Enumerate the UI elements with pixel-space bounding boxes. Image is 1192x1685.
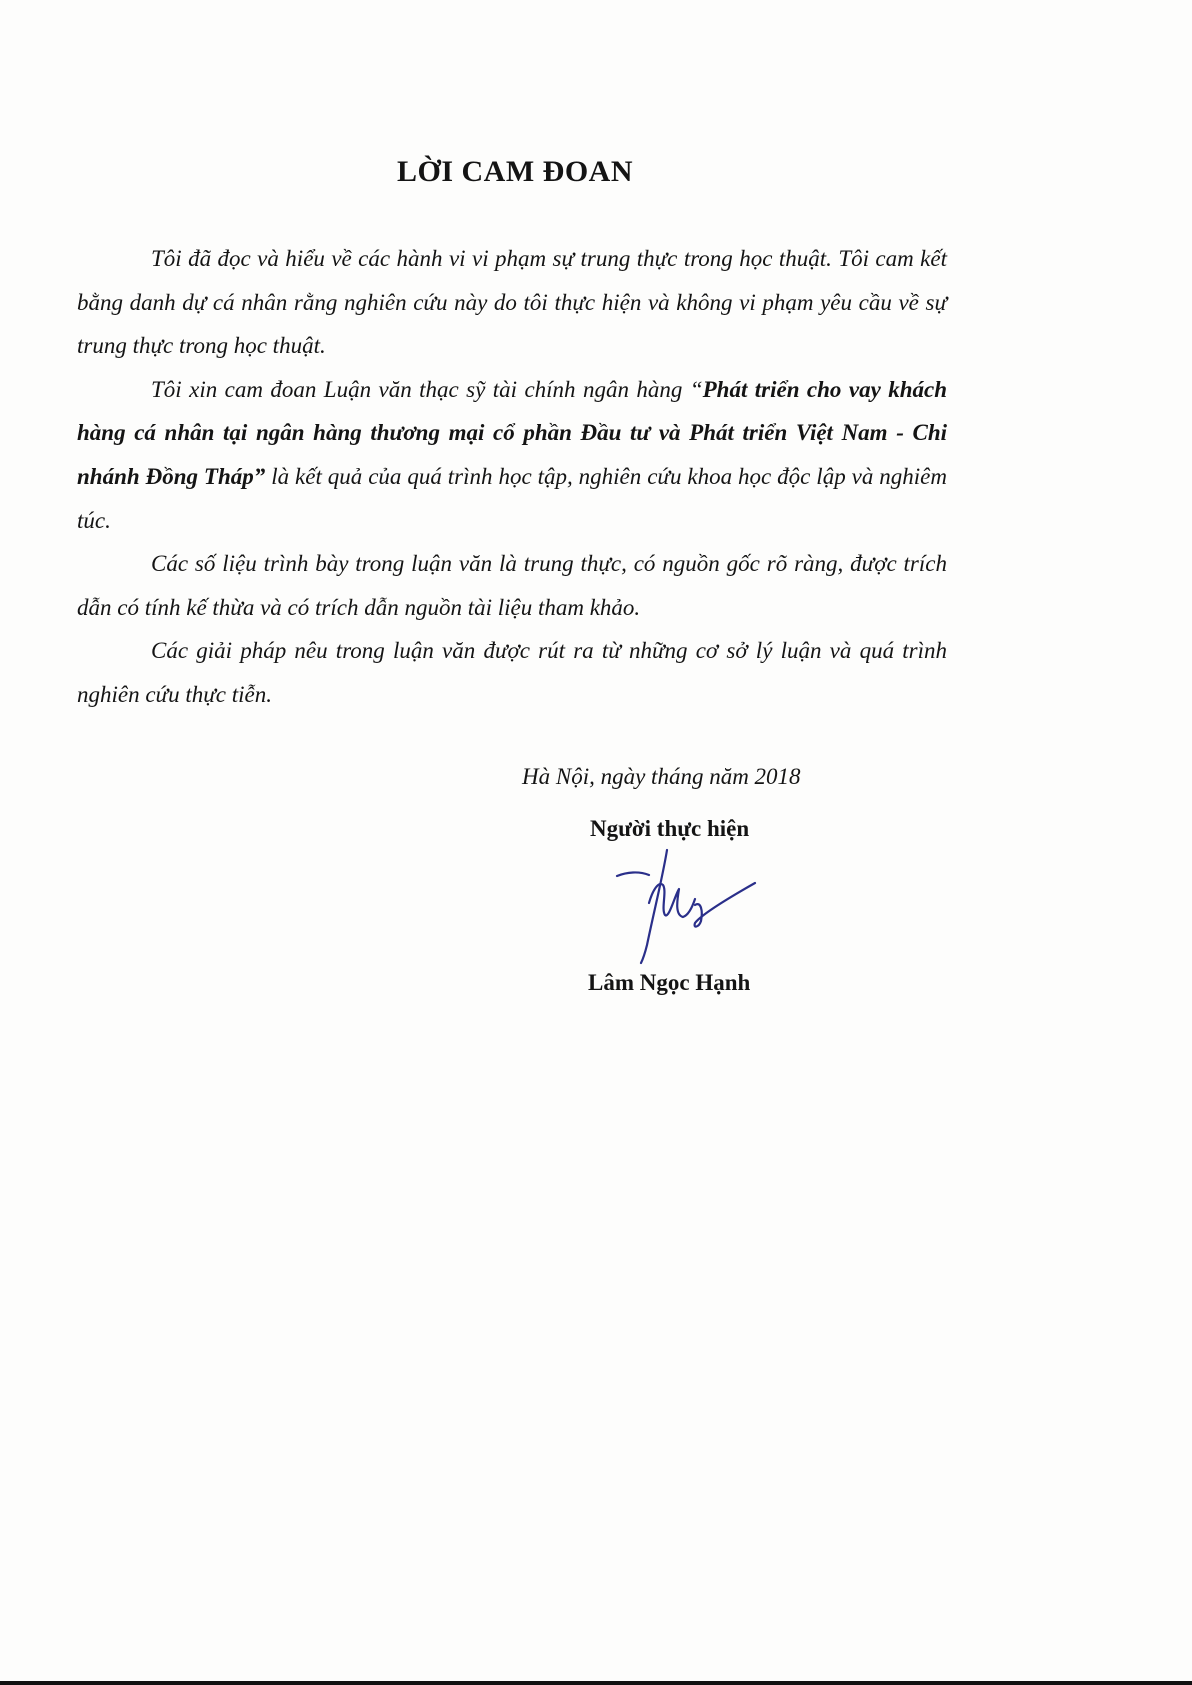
paragraph-text: Các giải pháp nêu trong luận văn được rút ra từ những cơ sở lý luận và quá trình nghiên cứu thực tiễn. — [77, 638, 947, 707]
paragraph-solutions — [77, 629, 947, 716]
paragraph-thesis — [77, 368, 947, 542]
paragraph-text: Tôi xin cam đoan Luận văn thạc sỹ tài chính ngân hàng “ — [151, 376, 703, 402]
page-bottom-border — [0, 1681, 1192, 1685]
paragraph-text: Các số liệu trình bày trong luận văn là trung thực, có nguồn gốc rõ ràng, được trích dẫn có tính kế thừa và có trích dẫn nguồn tài liệu tham khảo. — [77, 551, 947, 620]
paragraph-text: là kết quả của quá trình học tập, nghiên cứu khoa học độc lập và nghiêm túc. — [77, 463, 947, 533]
paragraph-text: Tôi đã đọc và hiểu về các hành vi vi phạm sự trung thực trong học thuật. Tôi cam kết bằng danh dự cá nhân rằng nghiên cứu này do tôi thực hiện và không vi phạm yêu cầu về sự trung thực trong học thuật. — [77, 246, 947, 359]
page-title: LỜI CAM ĐOAN — [397, 155, 633, 188]
paragraph-data-honesty — [77, 542, 947, 629]
declaration-body — [77, 237, 947, 717]
place-date: Hà Nội, ngày tháng năm 2018 — [522, 764, 801, 789]
thesis-title: Phát triển cho vay khách hàng cá nhân tại ngân hàng thương mại cổ phần Đầu tư và Phát triển Việt Nam - Chi nhánh Đồng Tháp” — [77, 376, 947, 489]
handwritten-signature — [605, 845, 765, 965]
paragraph-integrity — [77, 237, 947, 368]
signer-role: Người thực hiện — [590, 816, 750, 841]
signer-name: Lâm Ngọc Hạnh — [588, 970, 751, 995]
